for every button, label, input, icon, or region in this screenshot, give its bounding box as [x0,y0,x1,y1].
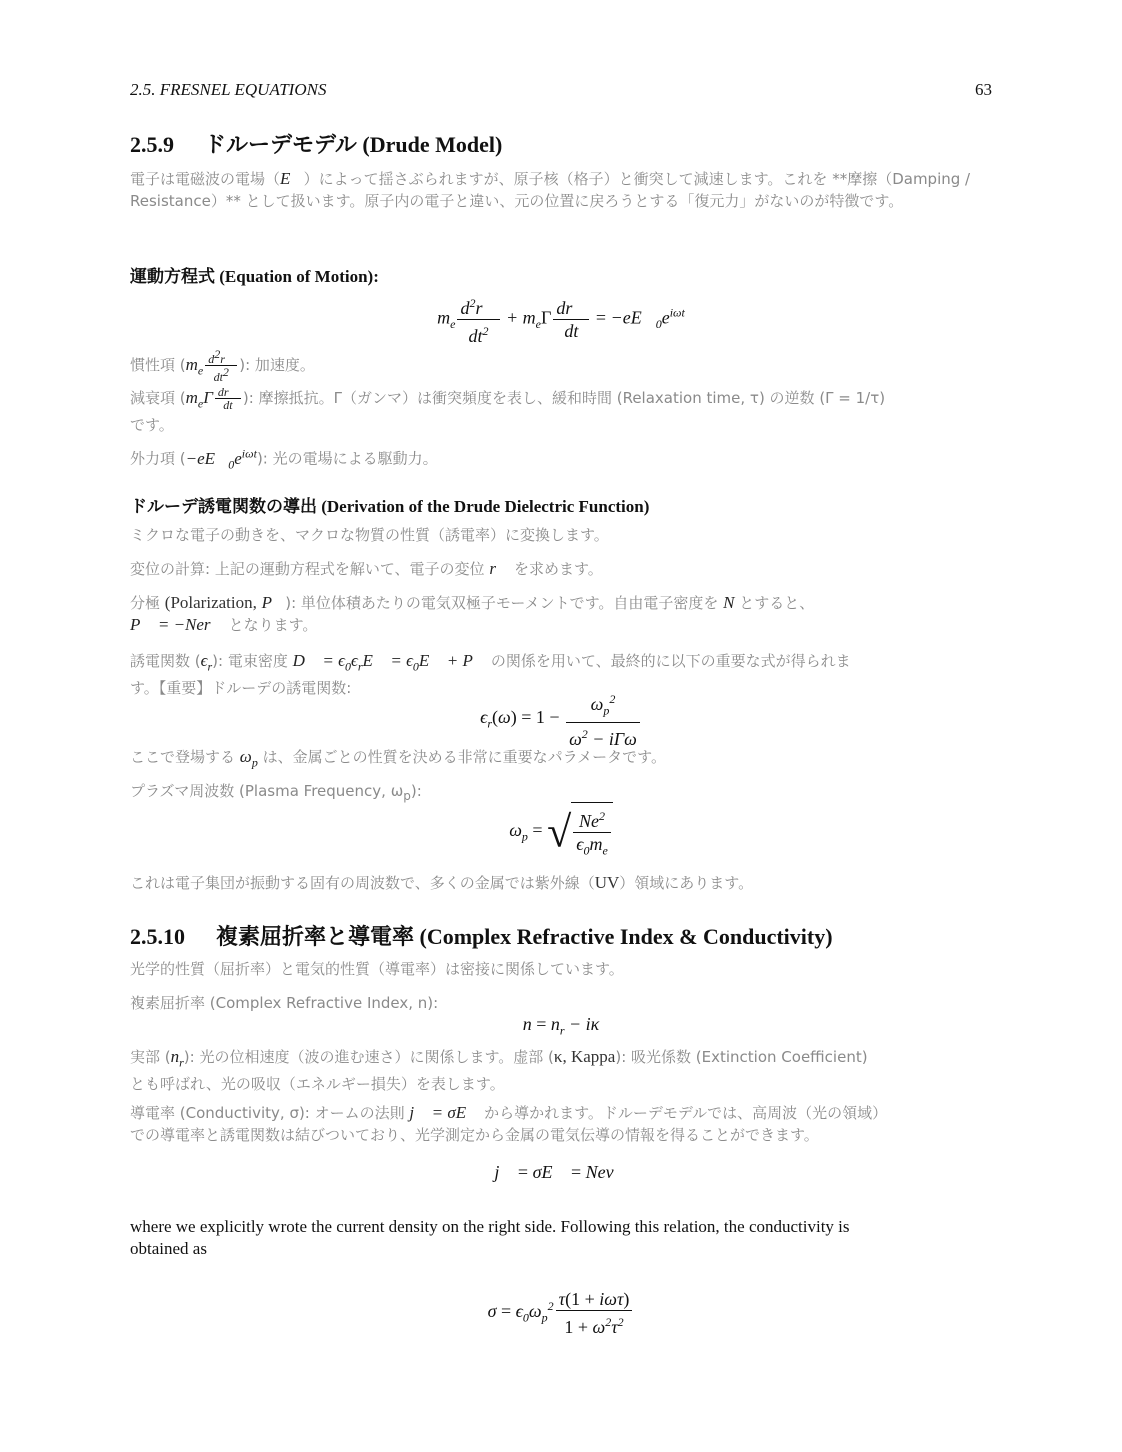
plasma-frequency-label: プラズマ周波数 (Plasma Frequency, $\omega_p$): [130,782,422,803]
running-header [130,80,992,102]
complex-index-equation: $n = n_r - i\kappa$ [522,1014,600,1038]
derivation-heading: ドルーデ誘電関数の導出 (Derivation of the Drude Dielectric Function) [130,497,650,516]
section-heading-2-5-10 [130,920,992,951]
drude-dielectric-function: $\epsilon_r(\omega) = 1$ − $\frac{\omega_p^2}{\omega^2 - i\Gamma\omega}$ [130,688,992,750]
polarization-paragraph: 分極 (Polarization, P⃗): 単位体積あたりの電気双極子モーメントです。自由電子密度を N とすると、 P⃗ = −Ner⃗ となります。 [130,593,815,634]
uv-note: これは電子集団が振動する固有の周波数で、多くの金属では紫外線（UV）領域にあります。 [130,873,754,892]
dielectric-paragraph: 誘電関数 $(\epsilon_r)$: 電束密度 D⃗ = $\epsilon_0\epsilon_rE⃗$ = $\epsilon_0E⃗$ + P⃗ の関係を用いて、最終的に以下の重要な式が得られま す。【重要】ドルーデの誘電関数: [130,651,851,698]
english-paragraph: where we explicitly wrote the current density on the right side. Following this relation, the conductivity is obtained as [130,1217,850,1258]
conductivity-equation: $\sigma = \epsilon_0\omega_p^2$ $\frac{\text{τ(1 + iωτ)}}{1 + \omega^2\tau^2}$ [130,1288,992,1338]
external-force-term: 外力項 $(-eE⃗_0e^{i\omega t})$: 光の電場による駆動力。 [130,446,438,472]
section-title: ドルーデモデル (Drude Model) [204,132,503,157]
complex-index-label: 複素屈折率 (Complex Refractive Index, n): [130,994,439,1012]
displacement-paragraph: 変位の計算: 上記の運動方程式を解いて、電子の変位 r⃗ を求めます。 [130,559,603,578]
section-number: 2.5.10 [130,924,185,949]
derivation-intro: ミクロな電子の動きを、マクロな物質の性質（誘電率）に変換します。 [130,526,609,544]
damping-term: 減衰項 ($m_e\Gamma$ $\frac{dr⃗}{dt}$ ): 摩擦抵抗。Γ（ガンマ）は衝突頻度を表し、緩和時間 (Relaxation time, τ) の逆数 (Γ = 1/τ) です。 [130,385,886,435]
drude-intro-paragraph: 電子は電磁波の電場（E⃗）によって揺さぶられますが、原子核（格子）と衝突して減速します。これを **摩擦（Damping / Resistance）** として扱います。原子内の電子と違い、元の位置に戻ろうとする「復元力」がないのが特徴です。 [130,169,971,210]
equation-of-motion: $m_e$ $\frac{d^2r⃗}{dt^2}$ + $m_e\Gamma$ $\frac{dr⃗}{dt}$ = $-eE⃗_0e^{i\omega t}$ [130,292,992,347]
inertia-term: 慣性項 ($m_e$ $\frac{d^2r⃗}{dt^2}$ ): 加速度。 [130,347,315,384]
real-imag-paragraph: 実部 $(n_r)$: 光の位相速度（波の進む速さ）に関係します。虚部 (κ, Kappa): 吸光係数 (Extinction Coefficient) とも呼ばれ、光の吸収（エネルギー損失）を表します。 [130,1047,868,1094]
current-density-equation: j⃗ = σE⃗ = Nev⃗ [494,1162,628,1182]
conductivity-paragraph: 導電率 (Conductivity, σ): オームの法則 j⃗ = σE⃗ から導かれます。ドルーデモデルでは、高周波（光の領域） での導電率と誘電関数は結びついており、光学測定から金属の電気伝導の情報を得ることができます。 [130,1103,888,1144]
plasma-frequency-equation: $\omega_p$ = √ $\frac{Ne^2}{\epsilon_0m_e}$ [130,802,992,862]
complex-index-intro: 光学的性質（屈折率）と電気的性質（導電率）は密接に関係しています。 [130,960,624,978]
section-number: 2.5.9 [130,132,174,157]
eom-heading: 運動方程式 (Equation of Motion): [130,267,379,286]
omega-p-note: ここで登場する $\omega_p$ は、金属ごとの性質を決める非常に重要なパラメータです。 [130,747,666,770]
page-number: 63 [975,80,992,99]
running-header-section: 2.5. FRESNEL EQUATIONS [130,80,327,99]
section-title: 複素屈折率と導電率 (Complex Refractive Index & Conductivity) [216,924,833,949]
section-heading-2-5-9 [130,128,992,159]
